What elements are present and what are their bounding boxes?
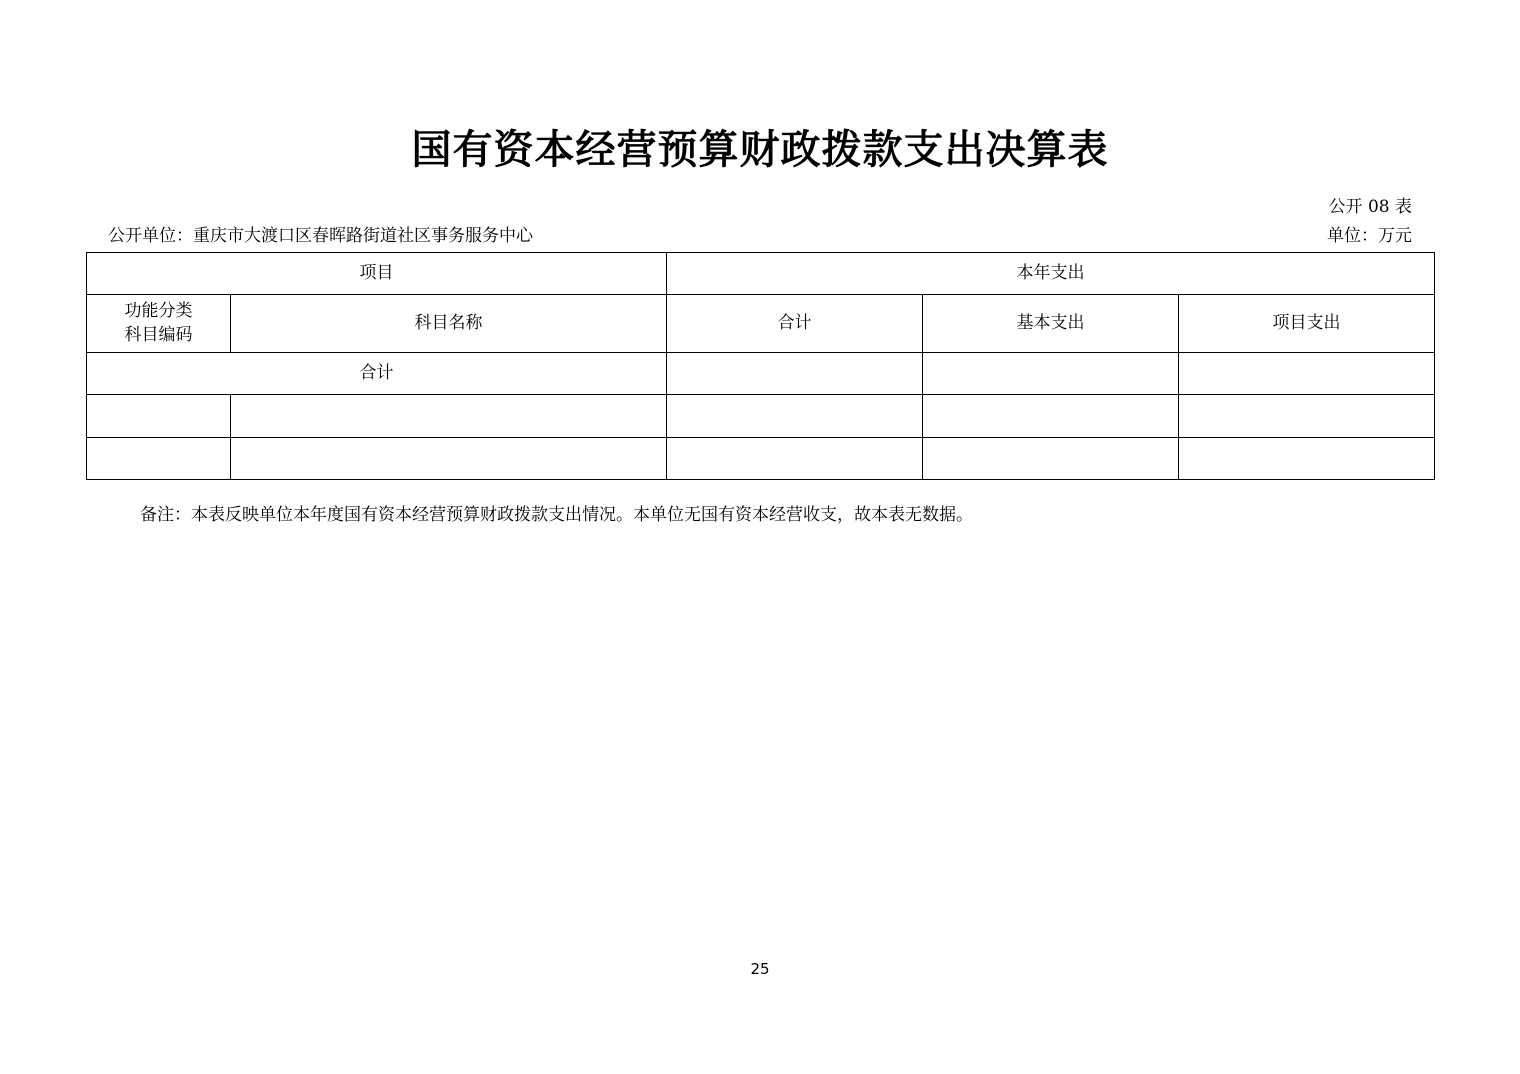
header-year-expense: 本年支出 [667,253,1435,295]
table-row [87,438,1435,480]
document-title: 国有资本经营预算财政拨款支出决算表 [411,127,1109,173]
page-number: 25 [750,960,770,978]
total-row [87,353,1435,395]
empty-cell [667,395,923,438]
empty-cell [1179,438,1435,480]
table-header-row-1 [87,253,1435,295]
total-row-label: 合计 [87,353,667,395]
empty-cell [923,395,1179,438]
header-subject-name: 科目名称 [231,295,667,353]
empty-cell [1179,395,1435,438]
total-cell [667,353,923,395]
header-item: 项目 [87,253,667,295]
header-project-expense: 项目支出 [1179,295,1435,353]
empty-cell [923,438,1179,480]
budget-table [86,252,1435,480]
table-row [87,395,1435,438]
empty-cell [231,438,667,480]
empty-cell [667,438,923,480]
empty-cell [87,438,231,480]
project-cell [1179,353,1435,395]
header-basic-expense: 基本支出 [923,295,1179,353]
reporting-unit: 公开单位：重庆市大渡口区春晖路街道社区事务服务中心 [108,226,533,246]
empty-cell [87,395,231,438]
table-note: 备注：本表反映单位本年度国有资本经营预算财政拨款支出情况。本单位无国有资本经营收支，故本表无数据。 [140,505,973,525]
currency-unit: 单位：万元 [1327,226,1412,246]
empty-cell [231,395,667,438]
table-number: 公开 08 表 [1328,197,1412,217]
basic-cell [923,353,1179,395]
table-header-row-2 [87,295,1435,353]
header-function-code: 功能分类 科目编码 [87,295,231,353]
header-total: 合计 [667,295,923,353]
